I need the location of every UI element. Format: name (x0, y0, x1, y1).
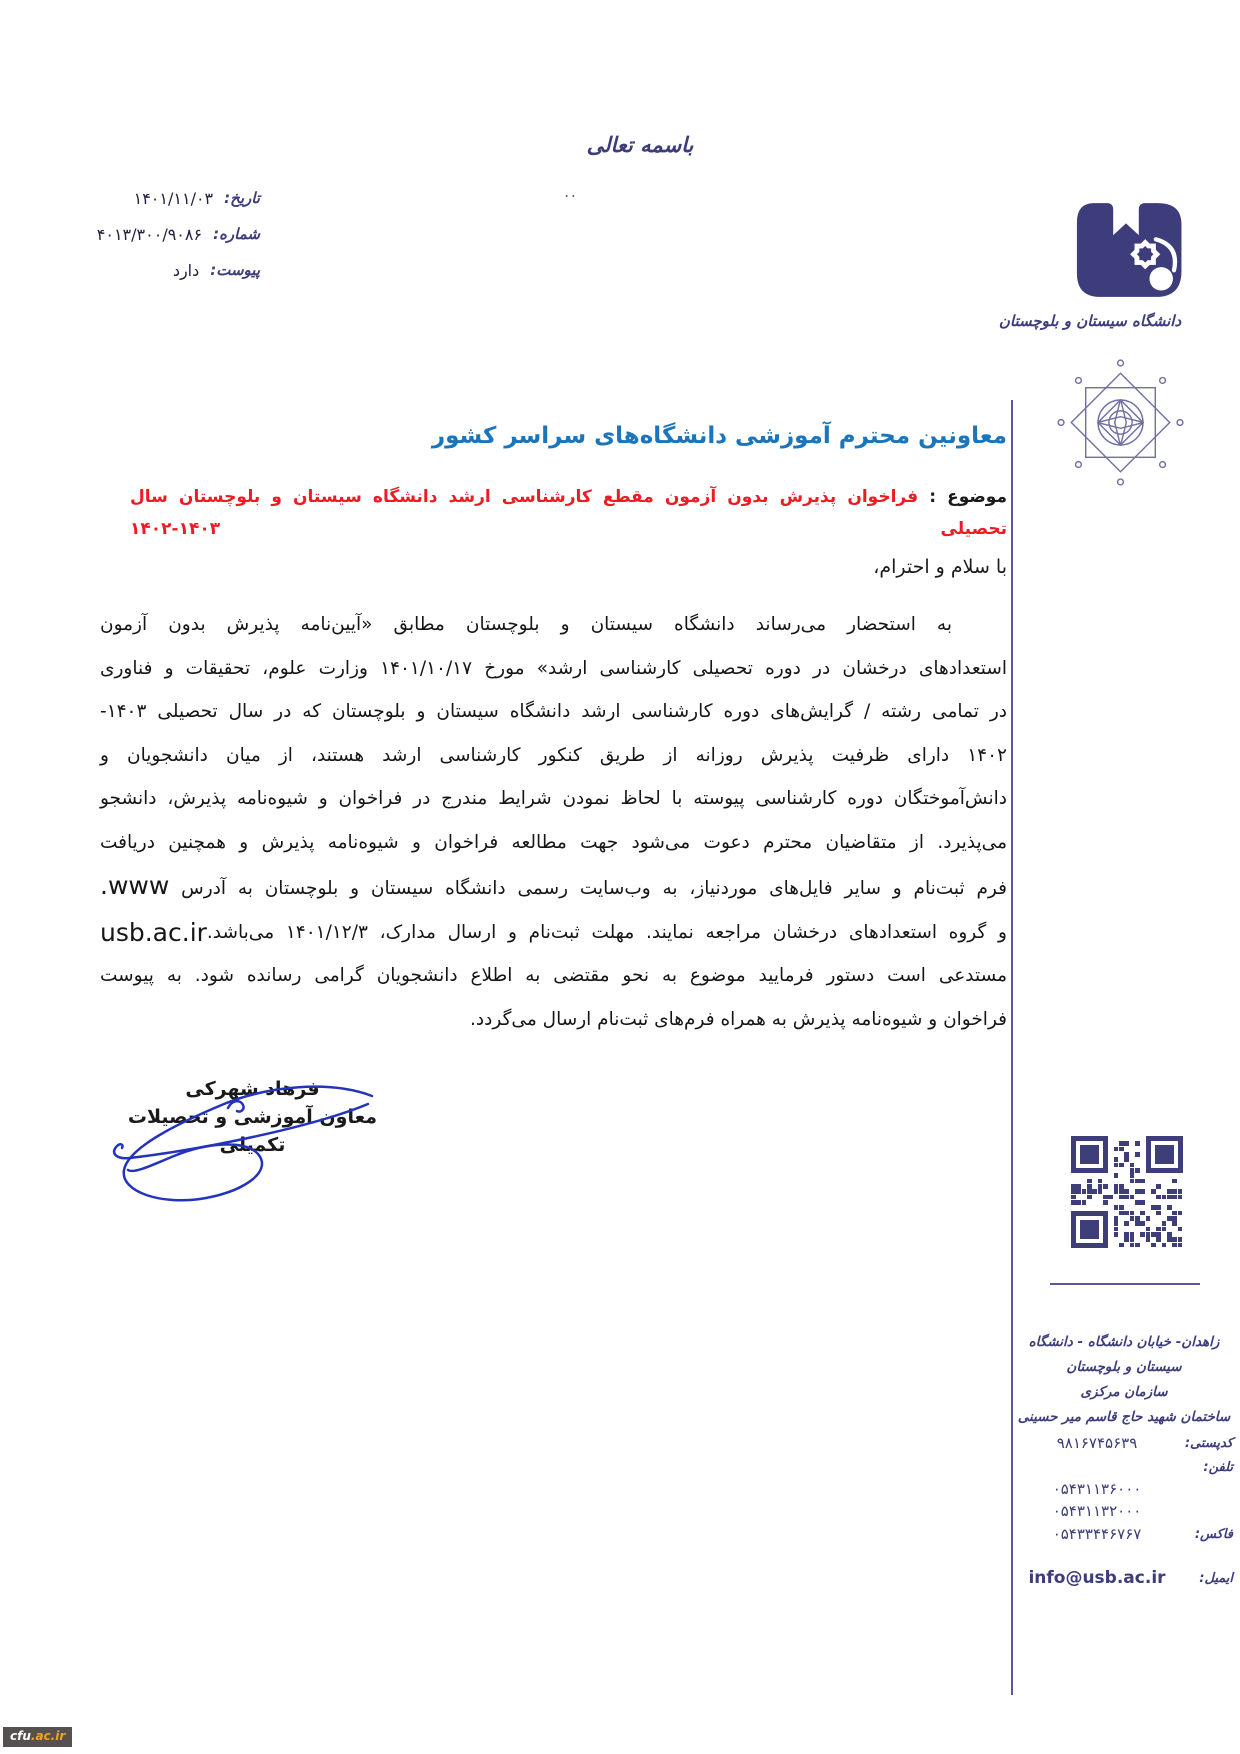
attachment-label: پیوست: (210, 261, 260, 279)
attachment-value: دارد (172, 260, 200, 280)
phone-value: ۰۵۴۳۱۱۳۶۰۰۰ (1052, 1480, 1142, 1498)
postal-label: کدپستی: (1184, 1435, 1233, 1451)
body-line: به استحضار می‌رساند دانشگاه سیستان و بلوچستان مطابق «آیین‌نامه پذیرش بدون آزمون (100, 614, 952, 635)
contact-block (1015, 1430, 1233, 1592)
basmala: باسمه تعالی (586, 133, 694, 157)
body-line: در تمامی رشته / گرایش‌های دوره کارشناسی ارشد دانشگاه سیستان و بلوچستان که در سال تحصیلی ۱۴۰۳- (100, 701, 1007, 722)
body-line: مستدعی است دستور فرمایید موضوع به نحو مقتضی به اطلاع دانشجویان گرامی رسانده شود. به پیوست (100, 965, 1007, 986)
email-value: info@usb.ac.ir (1028, 1568, 1166, 1588)
body-line (100, 911, 1007, 955)
body-line-text: فرم ثبت‌نام و سایر فایل‌های موردنیاز، به وب‌سایت رسمی دانشگاه سیستان و بلوچستان به آدرس (169, 878, 1007, 899)
number-label: شماره: (213, 225, 260, 243)
meta-row-date (63, 180, 260, 216)
signatory-title: معاون آموزشی و تحصیلات تکمیلی (127, 1106, 378, 1156)
number-value: ۴۰۱۳/۳۰۰/۹۰۸۶ (96, 224, 203, 244)
body-line: می‌پذیرد. از متقاضیان محترم دعوت می‌شود جهت مطالعه فراخوان و شیوه‌نامه پذیرش و همچنین دریافت (100, 831, 1007, 853)
basmala-dots: .. (564, 183, 578, 201)
email-row (1015, 1564, 1233, 1592)
watermark-prefix: cfu (10, 1729, 31, 1743)
phone-label: تلفن: (1203, 1459, 1233, 1475)
subject-text: فراخوان پذیرش بدون آزمون مقطع کارشناسی ارشد دانشگاه سیستان و بلوچستان سال تحصیلی ۱۴۰۳-۱۴۰۲ (130, 487, 1007, 539)
qr-finder-icon (1071, 1136, 1108, 1173)
phone-value: ۰۵۴۳۱۱۳۲۰۰۰ (1052, 1502, 1142, 1520)
university-name: دانشگاه سیستان و بلوچستان (998, 312, 1182, 330)
date-value: ۱۴۰۱/۱۱/۰۳ (133, 188, 214, 208)
watermark-suffix: .ac.ir (30, 1729, 66, 1743)
subject-line (130, 481, 1007, 545)
signature-scribble (100, 1078, 392, 1236)
footer-divider (1050, 1283, 1200, 1285)
date-label: تاریخ: (224, 189, 260, 207)
addressee-heading: معاونین محترم آموزشی دانشگاه‌های سراسر کشور (431, 423, 1007, 449)
ornament-icon (1048, 350, 1193, 495)
phone-row (1015, 1500, 1233, 1522)
address-block (1015, 1330, 1233, 1430)
fax-label: فاکس: (1194, 1526, 1233, 1542)
postal-value: ۹۸۱۶۷۴۵۶۳۹ (1056, 1434, 1138, 1452)
phone-row (1015, 1478, 1233, 1500)
body-line: استعدادهای درخشان در دوره تحصیلی کارشناسی ارشد» مورخ ۱۴۰۱/۱۰/۱۷ وزارت علوم، تحقیقات و فناوری (100, 657, 1007, 679)
meta-row-number (63, 216, 260, 252)
body-line: فراخوان و شیوه‌نامه پذیرش به همراه فرم‌های ثبت‌نام ارسال می‌گردد. (470, 1008, 1007, 1030)
subject-label: موضوع : (929, 487, 1007, 507)
address-line: سازمان مرکزی (1080, 1384, 1168, 1400)
body-line-text: و گروه استعدادهای درخشان مراجعه نمایند. مهلت ثبت‌نام و ارسال مدارک، ۱۴۰۱/۱۲/۳ می‌باشد. (206, 921, 1007, 943)
website-url-domain: usb.ac.ir (100, 917, 207, 947)
signatory-name: فرهاد شهرکی (185, 1078, 320, 1100)
letter-meta (63, 180, 260, 288)
email-label: ایمیل: (1199, 1570, 1233, 1586)
salutation: با سلام و احترام، (873, 556, 1007, 578)
qr-code (1071, 1136, 1183, 1248)
meta-row-attachment (63, 252, 260, 288)
body-line (100, 864, 1007, 911)
website-url-www: www. (100, 871, 170, 900)
address-line: ساختمان شهید حاج قاسم میر حسینی (1017, 1409, 1231, 1425)
postal-row (1015, 1430, 1233, 1456)
body-line: ۱۴۰۲ دارای ظرفیت پذیرش روزانه از طریق کنکور کارشناسی ارشد هستند، از میان دانشجویان و (100, 744, 1007, 766)
phone-label-row (1015, 1456, 1233, 1478)
qr-finder-icon (1146, 1136, 1183, 1173)
fax-value: ۰۵۴۳۳۴۴۶۷۶۷ (1052, 1525, 1142, 1543)
fax-row (1015, 1522, 1233, 1546)
body-paragraph (100, 603, 1007, 1041)
address-line: زاهدان- خیابان دانشگاه - دانشگاه سیستان و بلوچستان (1028, 1334, 1220, 1375)
vertical-divider (1011, 400, 1013, 1695)
body-line: دانش‌آموختگان دوره کارشناسی پیوسته با لحاظ نمودن شرایط مندرج در فراخوان و شیوه‌نامه پذیرش، دانشجو (100, 788, 1007, 809)
qr-finder-icon (1071, 1211, 1108, 1248)
watermark-badge (3, 1727, 72, 1747)
university-logo-icon (1062, 194, 1190, 306)
